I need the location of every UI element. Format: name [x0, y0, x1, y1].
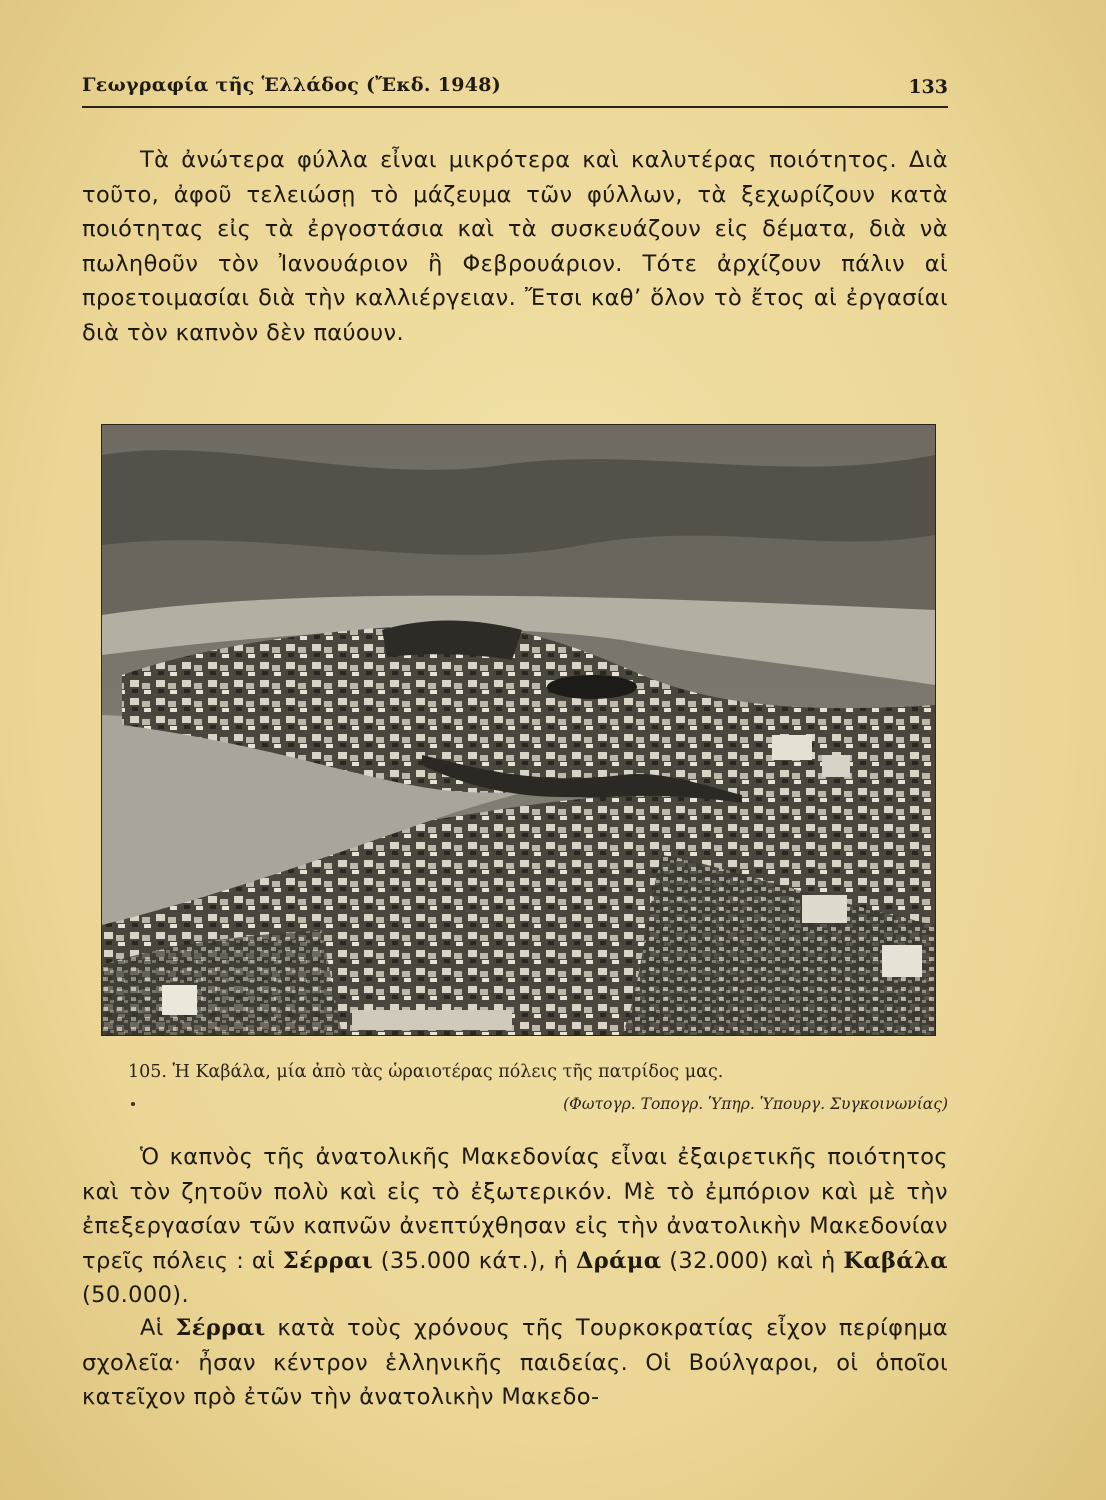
- paragraph3-text-b: κατὰ τοὺς χρόνους τῆς Τουρκοκρατίας εἶχον περίφημα σχολεῖα· ἦσαν κέντρον ἑλληνικῆς παιδείας. Οἱ Βούλγαροι, οἱ ὁποῖοι κατεῖχον πρὸ ἐτῶν τὴν ἀνατολικὴν Μακεδο-: [82, 1315, 948, 1410]
- figure-caption: [128, 1062, 948, 1082]
- paragraph-macedonia-tobacco: [82, 1140, 948, 1313]
- paragraph2-text-b: (35.000 κάτ.), ἡ: [380, 1247, 569, 1274]
- city-drama: Δράμα: [575, 1247, 662, 1274]
- paragraph-tobacco-leaves: Τὰ ἀνώτερα φύλλα εἶναι μικρότερα καὶ καλυτέρας ποιότητος. Διὰ τοῦτο, ἀφοῦ τελειώσῃ τὸ μάζευμα τῶν φύλλων, τὰ ξεχωρίζουν κατὰ ποιότητας εἰς τὰ ἐργοστάσια καὶ τὰ συσκευάζουν εἰς δέματα, διὰ νὰ πωληθοῦν τὸν Ἰανουάριον ἢ Φεβρουάριον. Τότε ἀρχίζουν πάλιν αἱ προετοιμασίαι διὰ τὴν καλλιέργειαν. Ἔτσι καθ’ ὅλον τὸ ἔτος αἱ ἐργασίαι διὰ τὸν καπνὸν δὲν παύουν.: [82, 147, 948, 346]
- photo-credit: (Φωτογρ. Τοπογρ. Ὑπηρ. Ὑπουργ. Συγκοινωνίας): [563, 1095, 948, 1113]
- figure-caption-text: Ἡ Καβάλα, μία ἀπὸ τὰς ὡραιοτέρας πόλεις τῆς πατρίδος μας.: [172, 1062, 724, 1082]
- city-serres: Σέρραι: [282, 1247, 374, 1274]
- paragraph3-text-a: Αἱ: [140, 1315, 164, 1341]
- running-head: Γεωγραφία τῆς Ἑλλάδος (Ἔκδ. 1948): [82, 74, 502, 96]
- paragraph2-text-a: Ὁ καπνὸς τῆς ἀνατολικῆς Μακεδονίας εἶναι ἐξαιρετικῆς ποιότητος καὶ τὸν ζητοῦν πολὺ καὶ εἰς τὸ ἐξωτερικόν. Μὲ τὸ ἐμπόριον καὶ μὲ τὴν ἐπεξεργασίαν τῶν καπνῶν ἀνεπτύχθησαν εἰς τὴν ἀνατολικὴν Μακεδονίαν τρεῖς πόλεις : αἱ: [82, 1144, 948, 1274]
- kavala-photograph: [101, 424, 936, 1036]
- kavala-photo-illustration: [102, 425, 935, 1035]
- page-header: [82, 70, 948, 108]
- paragraph2-text-d: (50.000).: [82, 1282, 190, 1308]
- figure-number: 105.: [128, 1062, 167, 1082]
- city-serres-2: Σέρραι: [175, 1315, 266, 1341]
- print-speck: [131, 1102, 135, 1106]
- page-number: 133: [908, 76, 948, 98]
- paragraph2-text-c: (32.000) καὶ ἡ: [669, 1247, 836, 1274]
- city-kavala: Καβάλα: [843, 1247, 949, 1274]
- paragraph-serres-schools: [82, 1311, 948, 1415]
